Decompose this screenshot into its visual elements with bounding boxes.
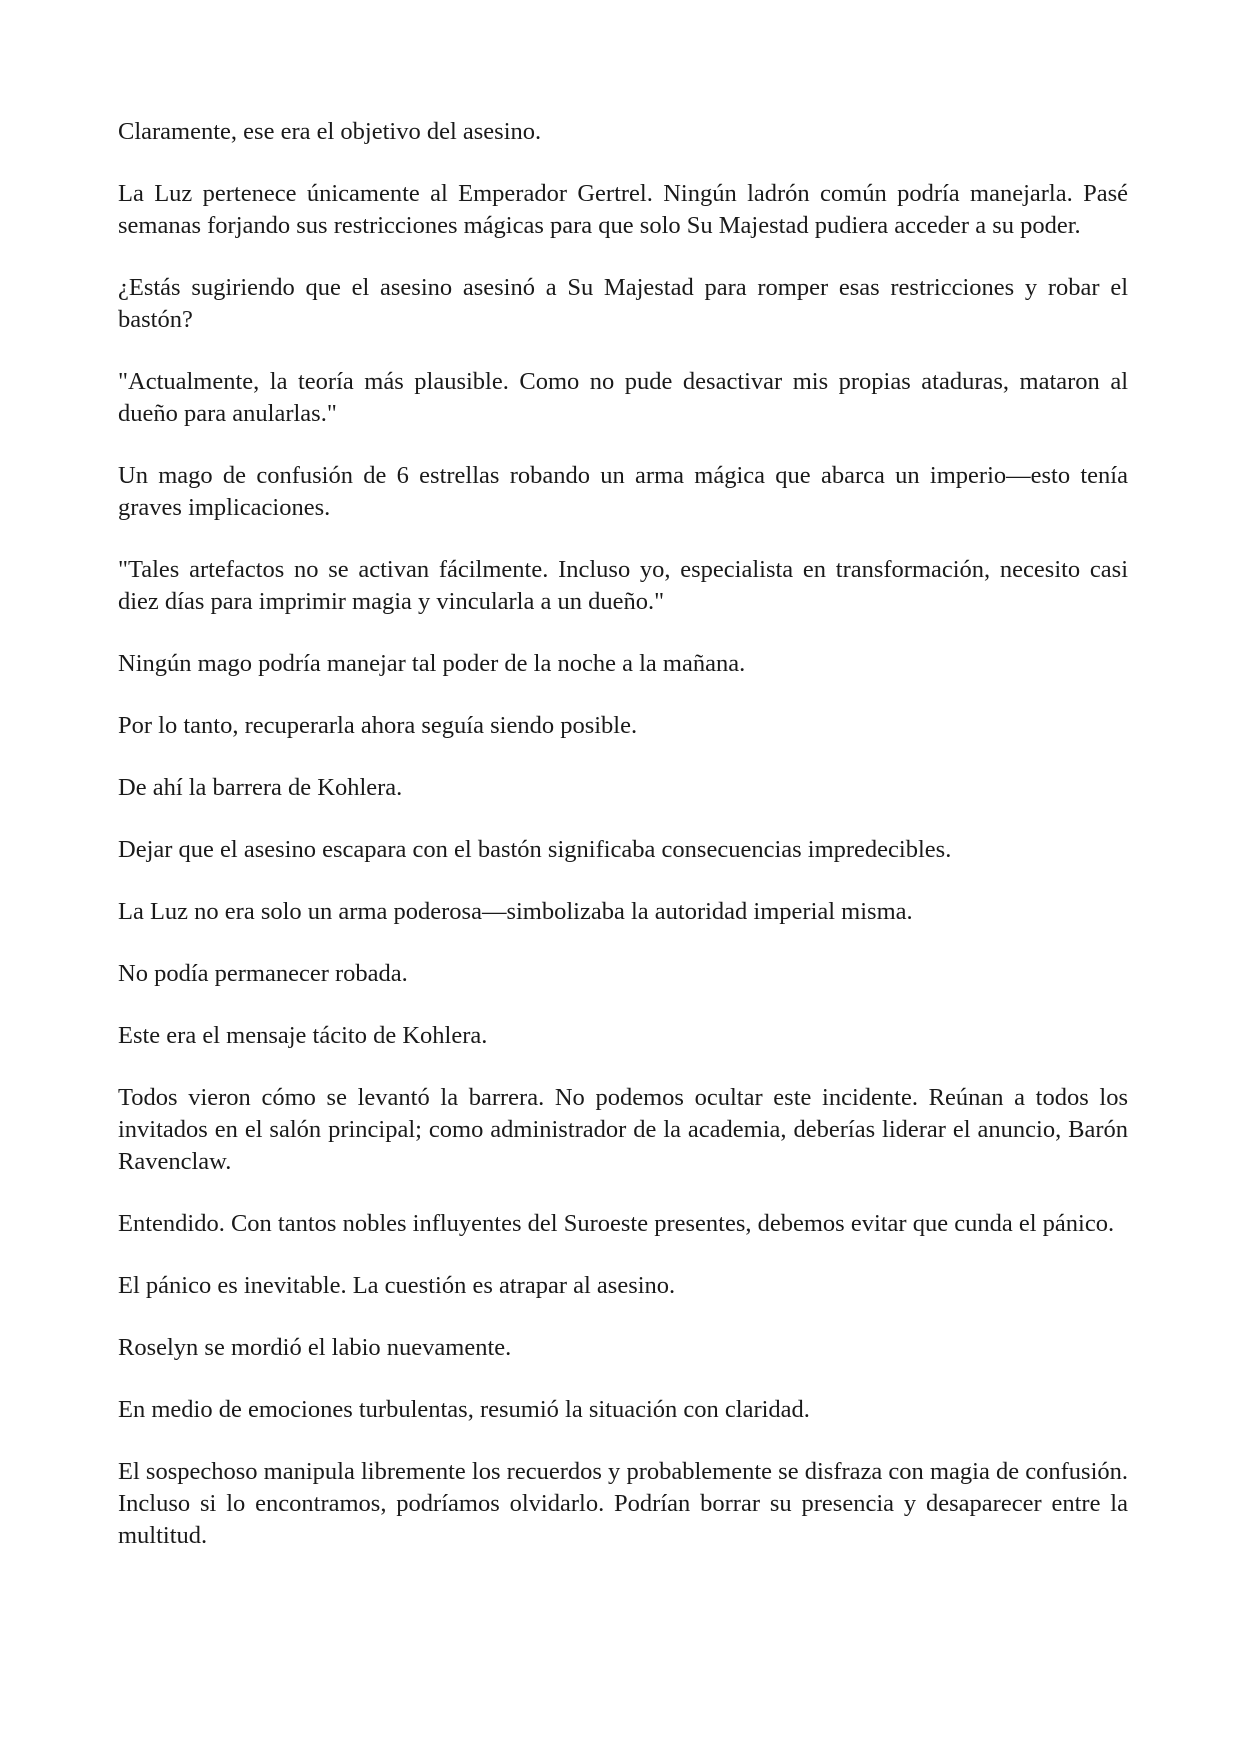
paragraph: Claramente, ese era el objetivo del asesino. (118, 118, 542, 145)
paragraph: La Luz no era solo un arma poderosa—simbolizaba la autoridad imperial misma. (118, 898, 913, 925)
paragraph: El sospechoso manipula libremente los recuerdos y probablemente se disfraza con magia de confusión. Incluso si lo encontramos, podríamos olvidarlo. Podrían borrar su presencia y desaparecer entre la multitud. (118, 1458, 1128, 1549)
paragraph: Ningún mago podría manejar tal poder de la noche a la mañana. (118, 650, 746, 677)
paragraph: Todos vieron cómo se levantó la barrera. No podemos ocultar este incidente. Reúnan a todos los invitados en el salón principal; como administrador de la academia, deberías liderar el anuncio, Barón Ravenclaw. (118, 1084, 1128, 1175)
paragraph: Este era el mensaje tácito de Kohlera. (118, 1022, 488, 1049)
paragraph: No podía permanecer robada. (118, 960, 408, 987)
paragraph: "Tales artefactos no se activan fácilmente. Incluso yo, especialista en transformación, necesito casi diez días para imprimir magia y vincularla a un dueño." (118, 556, 1128, 615)
paragraph: En medio de emociones turbulentas, resumió la situación con claridad. (118, 1396, 810, 1423)
paragraph: Roselyn se mordió el labio nuevamente. (118, 1334, 512, 1361)
document-page (118, 116, 1128, 1582)
paragraph: "Actualmente, la teoría más plausible. Como no pude desactivar mis propias ataduras, mataron al dueño para anularlas." (118, 368, 1128, 427)
paragraph: ¿Estás sugiriendo que el asesino asesinó a Su Majestad para romper esas restricciones y robar el bastón? (118, 274, 1128, 333)
paragraph: Un mago de confusión de 6 estrellas robando un arma mágica que abarca un imperio—esto tenía graves implicaciones. (118, 462, 1128, 521)
paragraph: El pánico es inevitable. La cuestión es atrapar al asesino. (118, 1272, 676, 1299)
paragraph: Entendido. Con tantos nobles influyentes del Suroeste presentes, debemos evitar que cunda el pánico. (118, 1210, 1115, 1237)
paragraph: De ahí la barrera de Kohlera. (118, 774, 403, 801)
paragraph: Por lo tanto, recuperarla ahora seguía siendo posible. (118, 712, 638, 739)
paragraph: Dejar que el asesino escapara con el bastón significaba consecuencias impredecibles. (118, 836, 952, 863)
paragraph: La Luz pertenece únicamente al Emperador Gertrel. Ningún ladrón común podría manejarla. Pasé semanas forjando sus restricciones mágicas para que solo Su Majestad pudiera acceder a su poder. (118, 180, 1128, 239)
